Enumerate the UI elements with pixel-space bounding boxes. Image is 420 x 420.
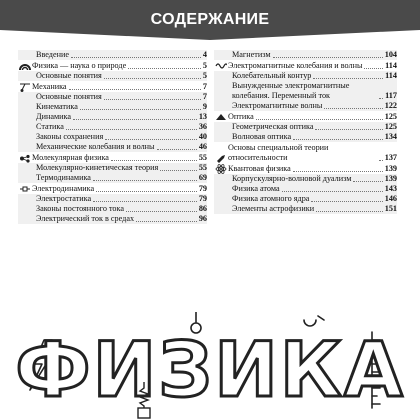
toc-entry-title: Физика атома (214, 184, 280, 194)
dot-leader (96, 191, 197, 192)
toc-entry-title: Геометрическая оптика (214, 122, 313, 132)
dot-leader (311, 201, 382, 202)
toc-subsection-row[interactable] (18, 102, 207, 112)
toc-entry-title: Молекулярно-кинетическая теория (18, 163, 158, 173)
toc-page-number: 40 (198, 132, 207, 141)
dot-leader (313, 78, 383, 79)
toc-page-number: 5 (202, 71, 207, 80)
toc-left-column (18, 50, 207, 224)
circuit-icon (18, 184, 32, 194)
toc-subsection-row[interactable] (18, 71, 207, 81)
toc-section-row[interactable] (18, 61, 207, 71)
toc-page-number: 137 (384, 153, 397, 162)
toc-page-number: 55 (198, 153, 207, 162)
toc-subsection-row[interactable] (214, 101, 397, 111)
dot-leader (69, 89, 201, 90)
toc-entry-title: Кинематика (18, 102, 78, 112)
toc-entry-title: Статика (18, 122, 64, 132)
toc-page-number: 36 (198, 122, 207, 131)
dot-leader (66, 129, 197, 130)
toc-section-row[interactable] (18, 184, 207, 194)
dot-leader (126, 211, 197, 212)
toc-subsection-row[interactable] (214, 71, 397, 81)
dot-leader (73, 119, 197, 120)
toc-page-number: 86 (198, 204, 207, 213)
big-word-letters (15, 325, 405, 414)
header-banner (0, 0, 420, 44)
dot-leader (273, 57, 383, 58)
toc-subsection-row[interactable] (18, 50, 207, 60)
toc-entry-title: Электрический ток в средах (18, 214, 134, 224)
toc-entry-title: Динамика (18, 112, 71, 122)
toc-subsection-row[interactable] (214, 81, 397, 101)
toc-subsection-row[interactable] (214, 50, 397, 60)
toc-entry-title: Термодинамика (18, 173, 91, 183)
toc-page-number: 46 (198, 142, 207, 151)
dot-leader (293, 171, 383, 172)
toc-page-number: 143 (384, 184, 397, 193)
toc-subsection-row[interactable] (18, 194, 207, 204)
prism-icon (214, 112, 228, 122)
dot-leader (71, 57, 201, 58)
toc-section-row[interactable] (214, 143, 397, 163)
toc-page-number: 7 (202, 92, 207, 101)
toc-entry-title: Магнетизм (214, 50, 271, 60)
atom-icon (214, 164, 228, 174)
toc-section-row[interactable] (214, 112, 397, 122)
toc-page-number: 9 (202, 102, 207, 111)
toc-subsection-row[interactable] (214, 204, 397, 214)
dot-leader (136, 221, 197, 222)
toc-page-number: 114 (385, 71, 397, 80)
toc-section-row[interactable] (18, 82, 207, 92)
big-word-graphic (0, 312, 420, 420)
toc-subsection-row[interactable] (214, 194, 397, 204)
toc-entry-title: Оптика (228, 112, 254, 121)
dot-leader (293, 139, 383, 140)
dot-leader (282, 191, 383, 192)
toc-subsection-row[interactable] (18, 92, 207, 102)
rocket-icon (214, 153, 228, 163)
dot-leader (104, 99, 201, 100)
dot-leader (315, 129, 382, 130)
toc-entry-title: Физика атомного ядра (214, 194, 309, 204)
toc-subsection-row[interactable] (18, 122, 207, 132)
toc-subsection-row[interactable] (18, 142, 207, 152)
toc-entry-title: Вынужденные электромагнитные колебания. Переменный ток (214, 81, 377, 101)
toc-entry-title: Квантовая физика (228, 164, 291, 173)
dot-leader (93, 201, 197, 202)
toc-page-number: 125 (384, 122, 397, 131)
toc-entry-title: Основы специальной теории относительности (228, 143, 329, 162)
dot-leader (316, 211, 383, 212)
dot-leader (80, 109, 201, 110)
toc-entry-title: Механика (32, 82, 67, 91)
toc-entry-title: Законы сохранения (18, 132, 103, 142)
toc-entry-title: Физика — наука о природе (32, 61, 127, 70)
dot-leader (105, 139, 197, 140)
toc-page-number: 125 (384, 112, 397, 121)
toc-entry-title: Законы постоянного тока (18, 204, 124, 214)
toc-entry-title: Механические колебания и волны (18, 142, 155, 152)
toc-page-number: 7 (202, 82, 207, 91)
toc-entry-title: Молекулярная физика (32, 153, 109, 162)
toc-section-row[interactable] (214, 61, 397, 71)
toc-entry-title: Электромагнитные колебания и волны (228, 61, 363, 70)
toc-subsection-row[interactable] (214, 132, 397, 142)
toc-subsection-row[interactable] (18, 132, 207, 142)
toc-section-row[interactable] (18, 153, 207, 163)
toc-entry-title: Элементы астрофизики (214, 204, 314, 214)
toc-page-number: 13 (198, 112, 207, 121)
toc-subsection-row[interactable] (18, 112, 207, 122)
dot-leader (256, 119, 383, 120)
page-title: СОДЕРЖАНИЕ (150, 11, 270, 28)
dot-leader (157, 149, 197, 150)
toc-page-number: 4 (202, 50, 207, 59)
toc-page-number: 5 (202, 61, 207, 70)
toc-page-number: 79 (198, 194, 207, 203)
dot-leader (324, 108, 382, 109)
pendulum-icon (18, 82, 32, 92)
dot-leader (364, 68, 383, 69)
toc-subsection-row[interactable] (214, 122, 397, 132)
toc-page-number: 151 (384, 204, 397, 213)
toc-subsection-row[interactable] (214, 184, 397, 194)
toc-entry-title: Волновая оптика (214, 132, 291, 142)
rainbow-icon (18, 61, 32, 71)
dot-leader (111, 160, 197, 161)
dot-leader (353, 181, 382, 182)
dot-leader (128, 68, 201, 69)
toc-page-number: 104 (384, 50, 397, 59)
toc-entry-title: Введение (18, 50, 69, 60)
dot-leader (104, 78, 201, 79)
toc-subsection-row[interactable] (18, 204, 207, 214)
toc-page-number: 146 (384, 194, 397, 203)
dot-leader (379, 98, 383, 99)
dot-leader (93, 180, 197, 181)
toc-section-row[interactable] (214, 164, 397, 174)
toc-entry-title: Основные понятия (18, 92, 102, 102)
toc-page-number: 96 (198, 214, 207, 223)
toc-page-number: 122 (384, 101, 397, 110)
toc-page-number: 134 (384, 132, 397, 141)
toc-subsection-row[interactable] (18, 214, 207, 224)
toc-subsection-row[interactable] (18, 173, 207, 183)
toc-page-number: 139 (384, 174, 397, 183)
dot-leader (160, 170, 197, 171)
wave-icon (214, 61, 228, 71)
toc-subsection-row[interactable] (18, 163, 207, 173)
toc-entry-title: Электродинамика (32, 184, 95, 193)
toc-entry-title: Корпускулярно-волновой дуализм (214, 174, 351, 184)
big-word-text: ФИЗИКА (15, 325, 405, 414)
toc-entry-title: Электромагнитные волны (214, 101, 322, 111)
molecule-icon (18, 153, 32, 163)
dot-leader (379, 160, 383, 161)
toc-page-number: 114 (385, 61, 397, 70)
toc-entry-title: Колебательный контур (214, 71, 311, 81)
toc-page-number: 117 (385, 91, 397, 100)
toc-page-number: 55 (198, 163, 207, 172)
toc-page-number: 69 (198, 173, 207, 182)
toc-page-number: 79 (198, 184, 207, 193)
toc-right-column (214, 50, 397, 214)
toc-entry-title: Электростатика (18, 194, 91, 204)
toc-subsection-row[interactable] (214, 174, 397, 184)
toc-entry-title: Основные понятия (18, 71, 102, 81)
toc-page-number: 139 (384, 164, 397, 173)
